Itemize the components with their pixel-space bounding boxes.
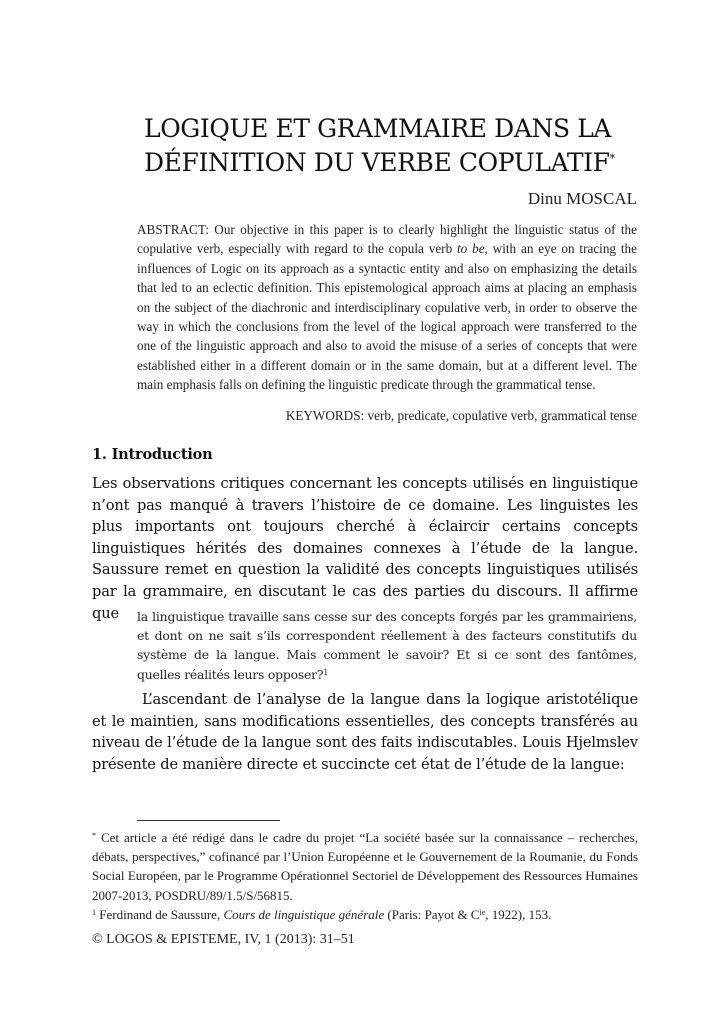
footnote-1-title: Cours de linguistique générale <box>223 906 385 922</box>
footnote-star-marker: * <box>92 831 96 840</box>
abstract-emphasis: to be <box>457 241 485 257</box>
block-quote-text: la linguistique travaille sans cesse sur des concepts forgés par les grammairiens, et dont on ne sait s’ils correspondent réellement à des facteurs constitutifs du système de la langue. Mais comment le savoir? Et si ce sont des fantômes, quelles réalités leurs opposer? <box>137 609 637 682</box>
body-paragraph-2: L’ascendant de l’analyse de la langue dans la logique aristotélique et le maintien, sans modifications essentielles, des concepts transférés au niveau de l’étude de la langue sont des faits indiscutables. Louis Hjelmslev présente de manière directe et succincte cet état de l’étude de la langue: <box>92 691 638 773</box>
title-line-2 <box>144 146 664 180</box>
footnote-1 <box>92 905 638 924</box>
footnote-divider <box>137 820 280 821</box>
abstract-text-2: , with an eye on tracing the influences of Logic on its approach as a syntactic entity and also on emphasizing the details that led to an eclectic definition. This epistemological approach aims at placing an emphasis on the subject of the diachronic and interdisciplinary copulative verb, in order to observe the way in which the conclusions from the level of the logical approach were transferred to the one of the linguistic approach and also to avoid the misuse of a series of concepts that were established either in a different domain or in the same domain, but at a different level. The main emphasis falls on defining the linguistic predicate through the grammatical tense. <box>137 241 637 393</box>
section-heading-introduction: 1. Introduction <box>92 446 213 463</box>
block-quote <box>137 607 637 684</box>
author-name: Dinu MOSCAL <box>527 189 637 208</box>
footnote-ref-1[interactable]: 1 <box>323 667 329 677</box>
abstract <box>137 220 637 395</box>
footnote-1-author: Ferdinand de Saussure, <box>96 906 224 922</box>
footnote-1-publisher: (Paris: Payot & C <box>384 906 480 922</box>
footnotes <box>92 828 638 924</box>
title-line-1: LOGIQUE ET GRAMMAIRE DANS LA <box>144 114 612 143</box>
footnote-star <box>92 828 638 905</box>
footnote-1-marker: 1 <box>92 907 96 917</box>
title-line-2-text: DÉFINITION DU VERBE COPULATIF <box>144 148 610 177</box>
article-title <box>144 112 664 180</box>
body-paragraph-1: Les observations critiques concernant les concepts utilisés en linguistique n’ont pas manqué à travers l’histoire de ce domaine. Les linguistes les plus importants ont toujours cherché à éclaircir certains concepts linguistiques hérités des domaines connexes à l’étude de la langue. Saussure remet en question la validité des concepts linguistiques utilisés par la grammaire, en discutant le cas des parties du discours. Il affirme que <box>92 475 638 622</box>
journal-footer: © LOGOS & EPISTEME, IV, 1 (2013): 31–51 <box>92 932 355 947</box>
footnote-1-rest: , 1922), 153. <box>485 906 552 922</box>
keywords: KEYWORDS: verb, predicate, copulative verb, grammatical tense <box>285 408 637 423</box>
footnote-star-text: Cet article a été rédigé dans le cadre du projet “La société basée sur la connaissance – recherches, débats, perspectives,” cofinancé par l’Union Européenne et le Gouvernement de la Roumanie, du Fonds Social Européen, par le Programme Opérationnel Sectoriel de Développement des Ressources Humaines 2007-2013, POSDRU/89/1.5/S/56815. <box>92 830 638 903</box>
title-footnote-marker[interactable]: * <box>609 152 615 165</box>
footnote-1-publisher-sup: ie <box>479 907 486 917</box>
abstract-text-1: ABSTRACT: Our objective in this paper is to clearly highlight the linguistic status of the copulative verb, especially with regard to the copula verb <box>137 222 637 257</box>
